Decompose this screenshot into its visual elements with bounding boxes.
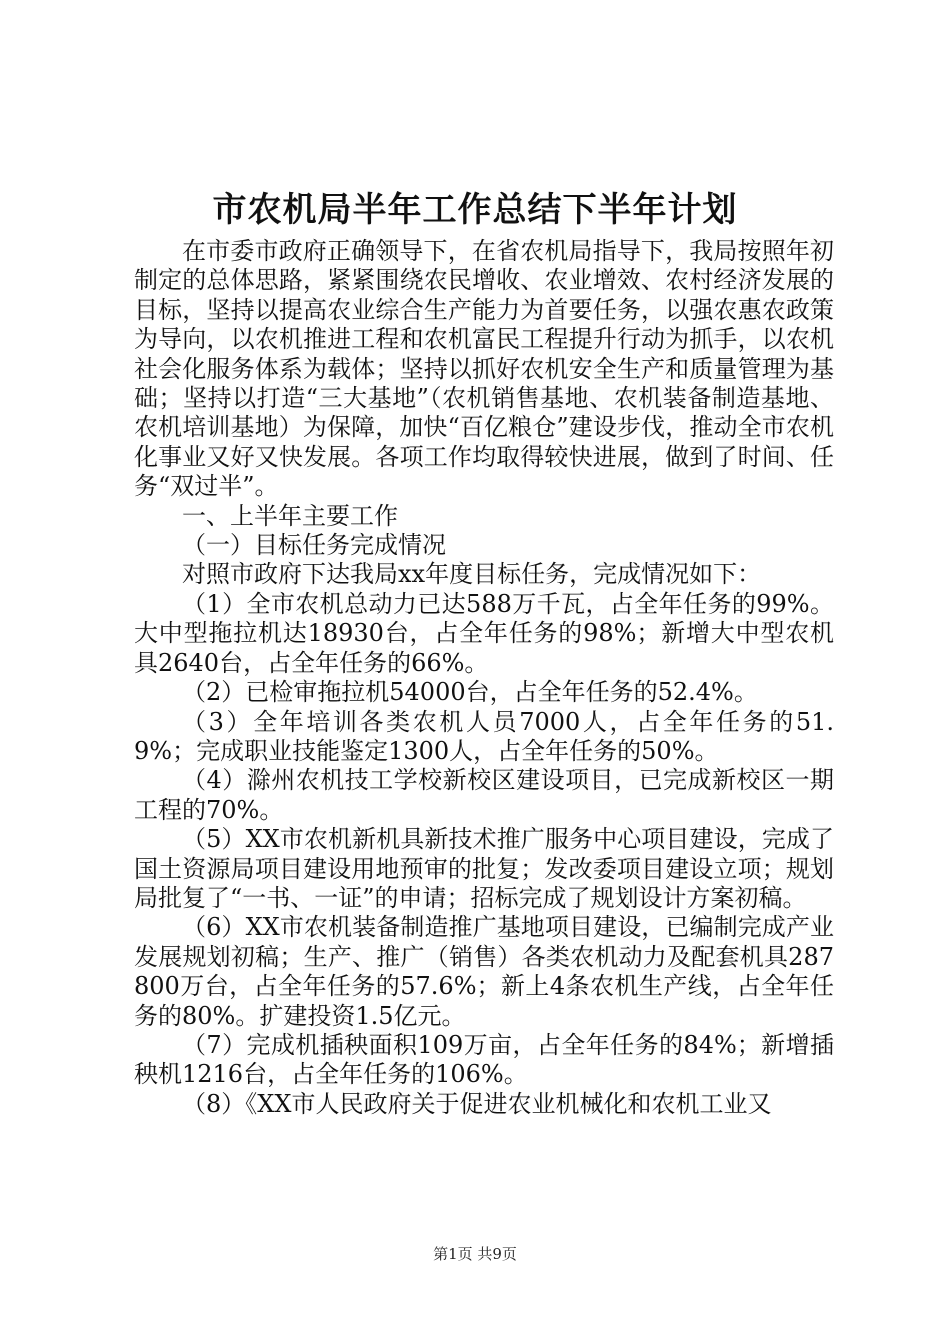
body-paragraph: 对照市政府下达我局xx年度目标任务，完成情况如下： [182,560,762,589]
list-item-paragraph: （7）完成机插秧面积109万亩，占全年任务的84%；新增插秧机1216台，占全年任务的106%。 [134,1030,834,1089]
document-body [134,237,834,1119]
document-title: 市农机局半年工作总结下半年计划 [212,190,738,230]
list-item-paragraph: （8）《XX市人民政府关于促进农业机械化和农机工业又 [182,1089,772,1118]
section-heading: 一、上半年主要工作 [182,501,398,530]
subsection-heading: （一）目标任务完成情况 [182,531,446,560]
list-item-paragraph: （2）已检审拖拉机54000台，占全年任务的52.4%。 [182,678,758,707]
list-item-paragraph: （5）XX市农机新机具新技术推广服务中心项目建设，完成了国土资源局项目建设用地预审的批复；发改委项目建设立项；规划局批复了“一书、一证”的申请；招标完成了规划设计方案初稿。 [134,825,834,912]
list-item-paragraph: （4）滁州农机技工学校新校区建设项目，已完成新校区一期工程的70%。 [134,766,834,824]
intro-paragraph: 在市委市政府正确领导下，在省农机局指导下，我局按照年初制定的总体思路，紧紧围绕农民增收、农业增效、农村经济发展的目标，坚持以提高农业综合生产能力为首要任务，以强农惠农政策为导向，以农机推进工程和农机富民工程提升行动为抓手，以农机社会化服务体系为载体；坚持以抓好农机安全生产和质量管理为基础；坚持以打造“三大基地”（农机销售基地、农机装备制造基地、农机培训基地）为保障，加快“百亿粮仓”建设步伐，推动全市农机化事业又好又快发展。各项工作均取得较快进展，做到了时间、任务“双过半”。 [134,237,834,501]
list-item-paragraph: （3）全年培训各类农机人员7000人，占全年任务的51.9%；完成职业技能鉴定1300人，占全年任务的50%。 [134,707,834,765]
page-footer: 第1页 共9页 [433,1245,517,1263]
list-item-paragraph: （1）全市农机总动力已达588万千瓦，占全年任务的99%。大中型拖拉机达18930台，占全年任务的98%；新增大中型农机具2640台，占全年任务的66%。 [134,589,834,677]
list-item-paragraph: （6）XX市农机装备制造推广基地项目建设，已编制完成产业发展规划初稿；生产、推广（销售）各类农机动力及配套机具287800万台，占全年任务的57.6%；新上4条农机生产线，占全年任务的80%。扩建投资1.5亿元。 [134,913,834,1030]
